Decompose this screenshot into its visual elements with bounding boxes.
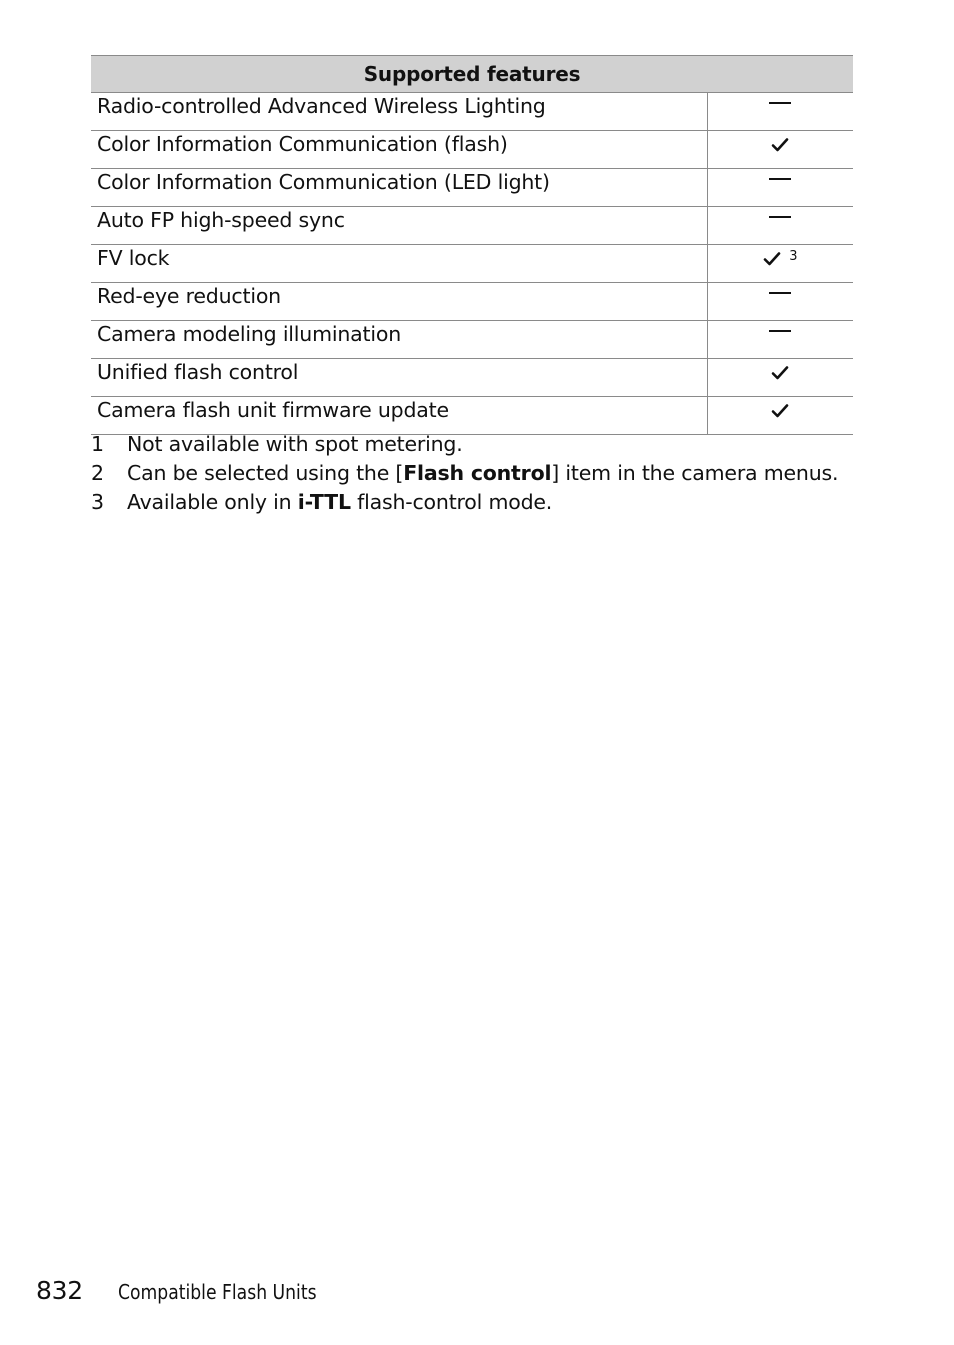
footnote-ref: 3: [789, 249, 798, 264]
dash-icon: [769, 178, 791, 180]
checkmark-icon: [771, 362, 789, 386]
footnote-text: Not available with spot metering.: [127, 432, 463, 456]
footnote: [91, 488, 838, 517]
footnote-number: 2: [91, 461, 104, 485]
footnote-text: Available only in: [127, 490, 298, 514]
footnote-number: 1: [91, 432, 104, 456]
checkmark-icon: [771, 134, 789, 158]
dash-icon: [769, 330, 791, 332]
checkmark-icon: [763, 248, 781, 272]
support-cell: [707, 169, 853, 207]
feature-label: Camera flash unit firmware update: [91, 397, 707, 435]
feature-label: Camera modeling illumination: [91, 321, 707, 359]
table-row: [91, 359, 853, 397]
support-cell: [707, 397, 853, 435]
table-row: [91, 283, 853, 321]
footnote-text: i-TTL: [297, 490, 351, 514]
dash-icon: [769, 216, 791, 218]
table-row: [91, 207, 853, 245]
table-row: [91, 131, 853, 169]
support-cell: [707, 93, 853, 131]
footnote-text: Can be selected using the [: [127, 461, 404, 485]
table-row: [91, 169, 853, 207]
feature-label: Color Information Communication (LED light): [91, 169, 707, 207]
footnote-text: flash-control mode.: [350, 490, 553, 514]
checkmark-icon: [771, 400, 789, 424]
table-row: [91, 245, 853, 283]
dash-icon: [769, 292, 791, 294]
table-header: Supported features: [91, 56, 853, 93]
feature-label: Auto FP high-speed sync: [91, 207, 707, 245]
footnote-text: ] item in the camera menus.: [551, 461, 839, 485]
table-row: [91, 321, 853, 359]
feature-label: Red-eye reduction: [91, 283, 707, 321]
dash-icon: [769, 102, 791, 104]
footnote-text: Flash control: [403, 461, 552, 485]
feature-label: Radio-controlled Advanced Wireless Lighting: [91, 93, 707, 131]
support-cell: [707, 321, 853, 359]
footnote-number: 3: [91, 490, 104, 514]
table-row: [91, 397, 853, 435]
support-cell: [707, 131, 853, 169]
feature-label: Color Information Communication (flash): [91, 131, 707, 169]
supported-features-table: [91, 55, 853, 435]
section-title: Compatible Flash Units: [118, 1280, 317, 1304]
page-number: 832: [36, 1276, 83, 1305]
footnotes: [91, 430, 838, 517]
support-cell: [707, 245, 853, 283]
support-cell: [707, 283, 853, 321]
support-cell: [707, 359, 853, 397]
footnote: [91, 459, 838, 488]
feature-label: Unified flash control: [91, 359, 707, 397]
footnote: [91, 430, 838, 459]
support-cell: [707, 207, 853, 245]
table-row: [91, 93, 853, 131]
feature-label: FV lock: [91, 245, 707, 283]
